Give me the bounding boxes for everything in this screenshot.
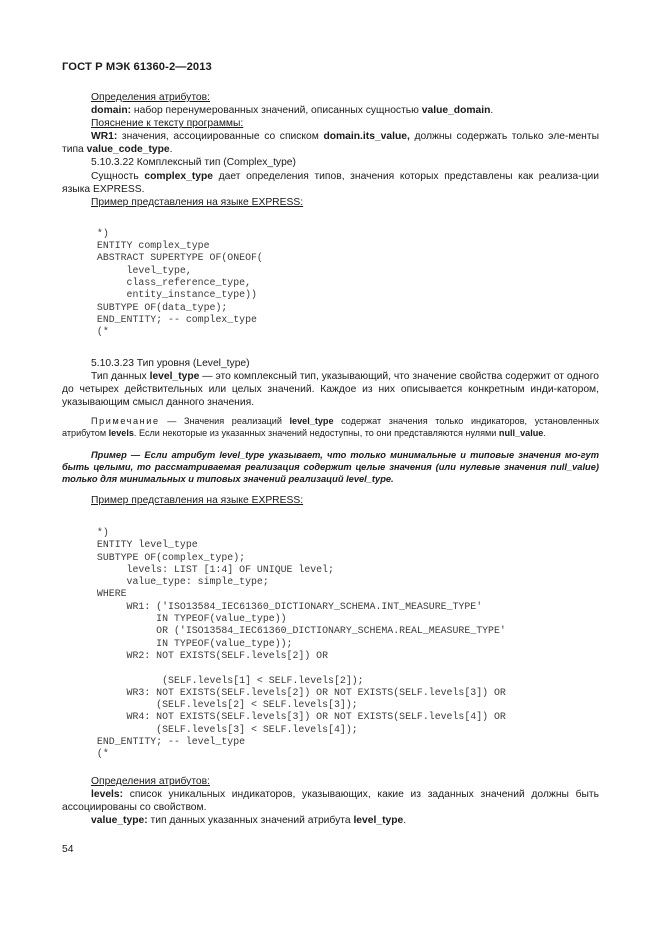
value-type-definition: value_type: тип данных указанных значений атрибута level_type. [91, 814, 407, 826]
page-body [62, 91, 599, 827]
level-type-paragraph: Тип данных level_type — это комплексный тип, указывающий, что значение свойства содержит от одного до четырех действительных или целых значений. Каждое из них описывается конкретным инди-катором, указывающим смысл данного значения. [62, 370, 599, 408]
example-paragraph: Пример — Если атрибут level_type указывает, что только минимальные и типовые значения мо-гут быть целыми, то рассматриваемая реализация содержит целые значения (или нулевые значения null_value) только для минимальных и типовых значений реализаций level_type. [62, 449, 599, 484]
levels-definition: levels: список уникальных индикаторов, указывающих, какие из заданных значений должны быть ассоциированы со свойством. [62, 788, 599, 813]
defs-title-1: Определения атрибутов: [91, 92, 210, 103]
section-heading-5-10-3-23: 5.10.3.23 Тип уровня (Level_type) [91, 357, 250, 369]
domain-definition: domain: набор перенумерованных значений, описанных сущностью value_domain. [91, 105, 494, 117]
explanation-title: Пояснение к тексту программы: [91, 118, 244, 130]
section-heading-5-10-3-22: 5.10.3.22 Комплексный тип (Complex_type) [91, 157, 296, 169]
express-code-complex-type: *) ENTITY complex_type ABSTRACT SUPERTYPE OF(ONEOF( level_type, class_reference_type, entity_instance_type)) SUBTYPE OF(data_type); END_ENTITY; -- complex_type (* [96, 227, 263, 338]
complex-type-paragraph: Сущность complex_type дает определения типов, значения которых представлены как реализа-ции языка EXPRESS. [62, 170, 599, 195]
running-header: ГОСТ Р МЭК 61360-2—2013 [62, 61, 212, 73]
wr1-explanation: WR1: значения, ассоциированные со списком domain.its_value, должны содержать только эле-менты типа value_code_type. [62, 131, 599, 156]
defs-title-2: Определения атрибутов: [91, 775, 210, 787]
note-paragraph: Примечание — Значения реализаций level_type содержат значения только индикаторов, установленных атрибутом levels. Если некоторые из указанных значений недоступны, то они представляются нулями null_value. [62, 415, 600, 438]
example-title-2: Пример представления на языке EXPRESS: [91, 494, 304, 506]
express-code-level-type: *) ENTITY level_type SUBTYPE OF(complex_type); levels: LIST [1:4] OF UNIQUE level; value_type: simple_type; WHERE WR1: ('ISO13584_IEC61360_DICTIONARY_SCHEMA.INT_MEASURE_TYPE' IN TYPEOF(value_type)) OR ('ISO13584_IEC61360_DICTIONARY_SCHEMA.REAL_MEASURE_TYPE' IN TYPEOF(value_type)); WR2: NOT EXISTS(SELF.levels[2]) OR (SELF.levels[1] < SELF.levels[2]); WR3: NOT EXISTS(SELF.levels[2]) OR NOT EXISTS(SELF.levels[3]) OR (SELF.levels[2] < SELF.levels[3]); WR4: NOT EXISTS(SELF.levels[3]) OR NOT EXISTS(SELF.levels[4]) OR (SELF.levels[3] < SELF.levels[4]); END_ENTITY; -- level_type (* [96, 526, 506, 760]
example-title-1: Пример представления на языке EXPRESS: [91, 196, 304, 208]
page-number: 54 [62, 844, 74, 855]
